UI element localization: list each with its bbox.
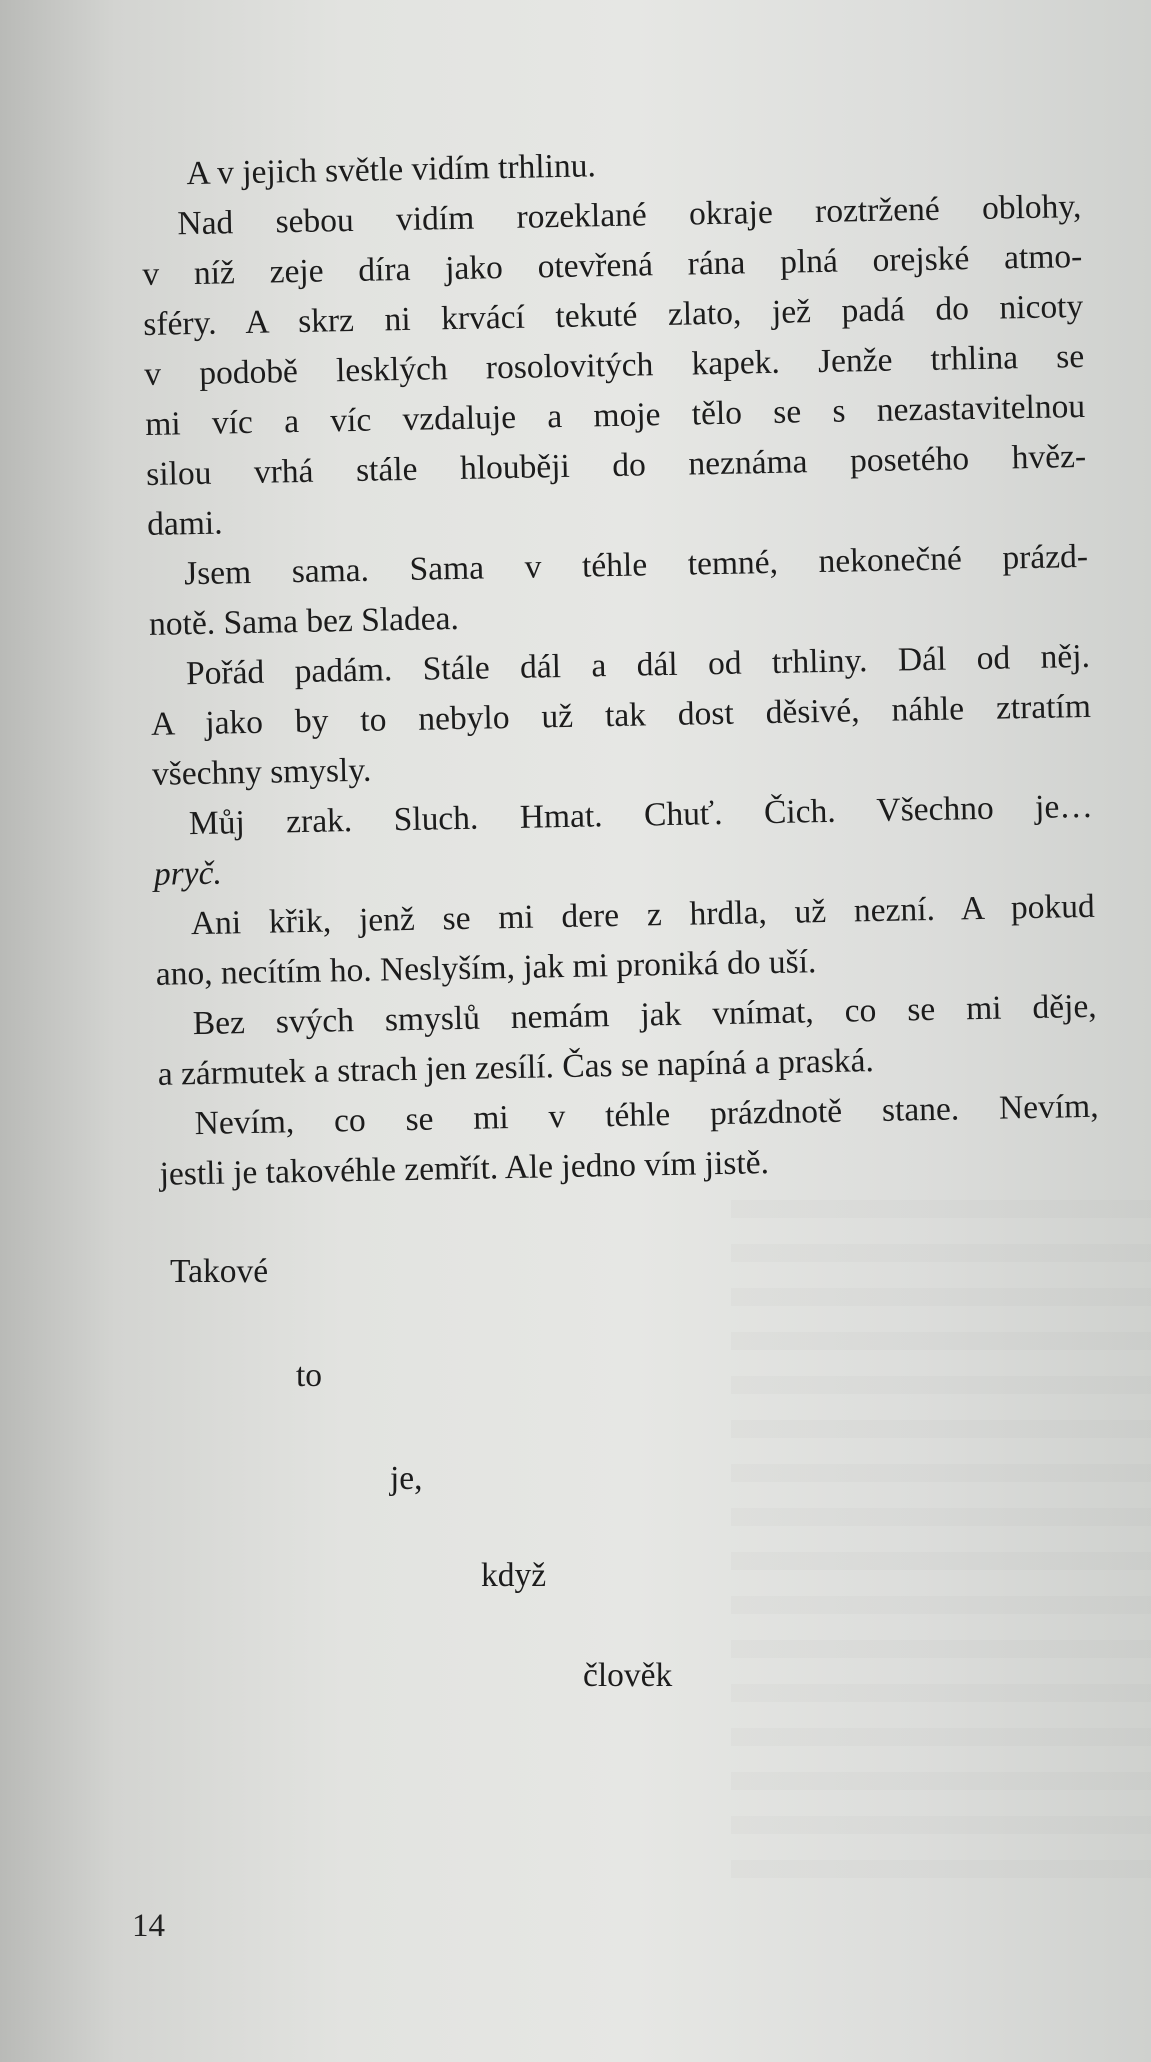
text-line: A v jejich světle vidím trhlinu.	[186, 147, 597, 193]
paragraph-4	[150, 632, 1093, 800]
paragraph-3	[148, 532, 1090, 650]
paragraph-5	[152, 782, 1094, 900]
staircase-word: člověk	[583, 1657, 673, 1694]
paragraph-8	[158, 1082, 1100, 1200]
text-line: všechny smysly.	[151, 751, 372, 793]
text-line: Bez svých smyslů nemám jak vnímat, co se mi děje,	[192, 987, 1097, 1043]
text-line: Nad sebou vidím rozeklané okraje roztržené oblohy,	[177, 187, 1082, 243]
text-line: notě. Sama bez Sladea.	[148, 599, 460, 643]
text-line: Ani křik, jenž se mi dere z hrdla, už nezní. A pokud	[190, 887, 1096, 943]
paragraph-7	[156, 982, 1098, 1100]
body-text	[140, 132, 1100, 1200]
text-line: Nevím, co se mi v téhle prázdnotě stane. Nevím,	[194, 1087, 1099, 1143]
text-line: silou vrhá stále hlouběji do neznáma posetého hvěz-	[145, 437, 1087, 493]
text-line: jestli je takovéhle zemřít. Ale jedno vím jistě.	[159, 1144, 770, 1193]
staircase-word: když	[481, 1557, 547, 1594]
text-line: v níž zeje díra jako otevřená rána plná orejské atmo-	[142, 237, 1083, 293]
page-number: 14	[132, 1908, 165, 1944]
show-through-text	[731, 1200, 1151, 1900]
paragraph-2	[141, 182, 1088, 550]
text-line: sféry. A skrz ni krvácí tekuté zlato, jež padá do nicoty	[142, 287, 1084, 343]
text-line: Můj zrak. Sluch. Hmat. Chuť. Čich. Všechno je…	[188, 787, 1094, 843]
text-line: Jsem sama. Sama v téhle temné, nekonečné prázd-	[183, 537, 1089, 593]
text-line: A jako by to nebylo už tak dost děsivé, náhle ztratím	[150, 687, 1092, 743]
staircase-word: Takové	[170, 1253, 269, 1290]
text-line: mi víc a víc vzdaluje a moje tělo se s nezastavitelnou	[144, 387, 1086, 443]
text-line: Pořád padám. Stále dál a dál od trhliny. Dál od něj.	[185, 637, 1091, 693]
text-line: a zármutek a strach jen zesílí. Čas se napíná a praská.	[157, 1042, 875, 1093]
text-line: v podobě lesklých rosolovitých kapek. Jenže trhlina se	[143, 337, 1085, 393]
italic-word: pryč.	[153, 854, 223, 893]
staircase-word: je,	[390, 1460, 423, 1497]
staircase-word: to	[296, 1357, 323, 1394]
text-line: dami.	[146, 504, 223, 543]
paragraph-6	[154, 882, 1096, 1000]
text-line: ano, necítím ho. Neslyším, jak mi proniká do uší.	[155, 943, 817, 993]
